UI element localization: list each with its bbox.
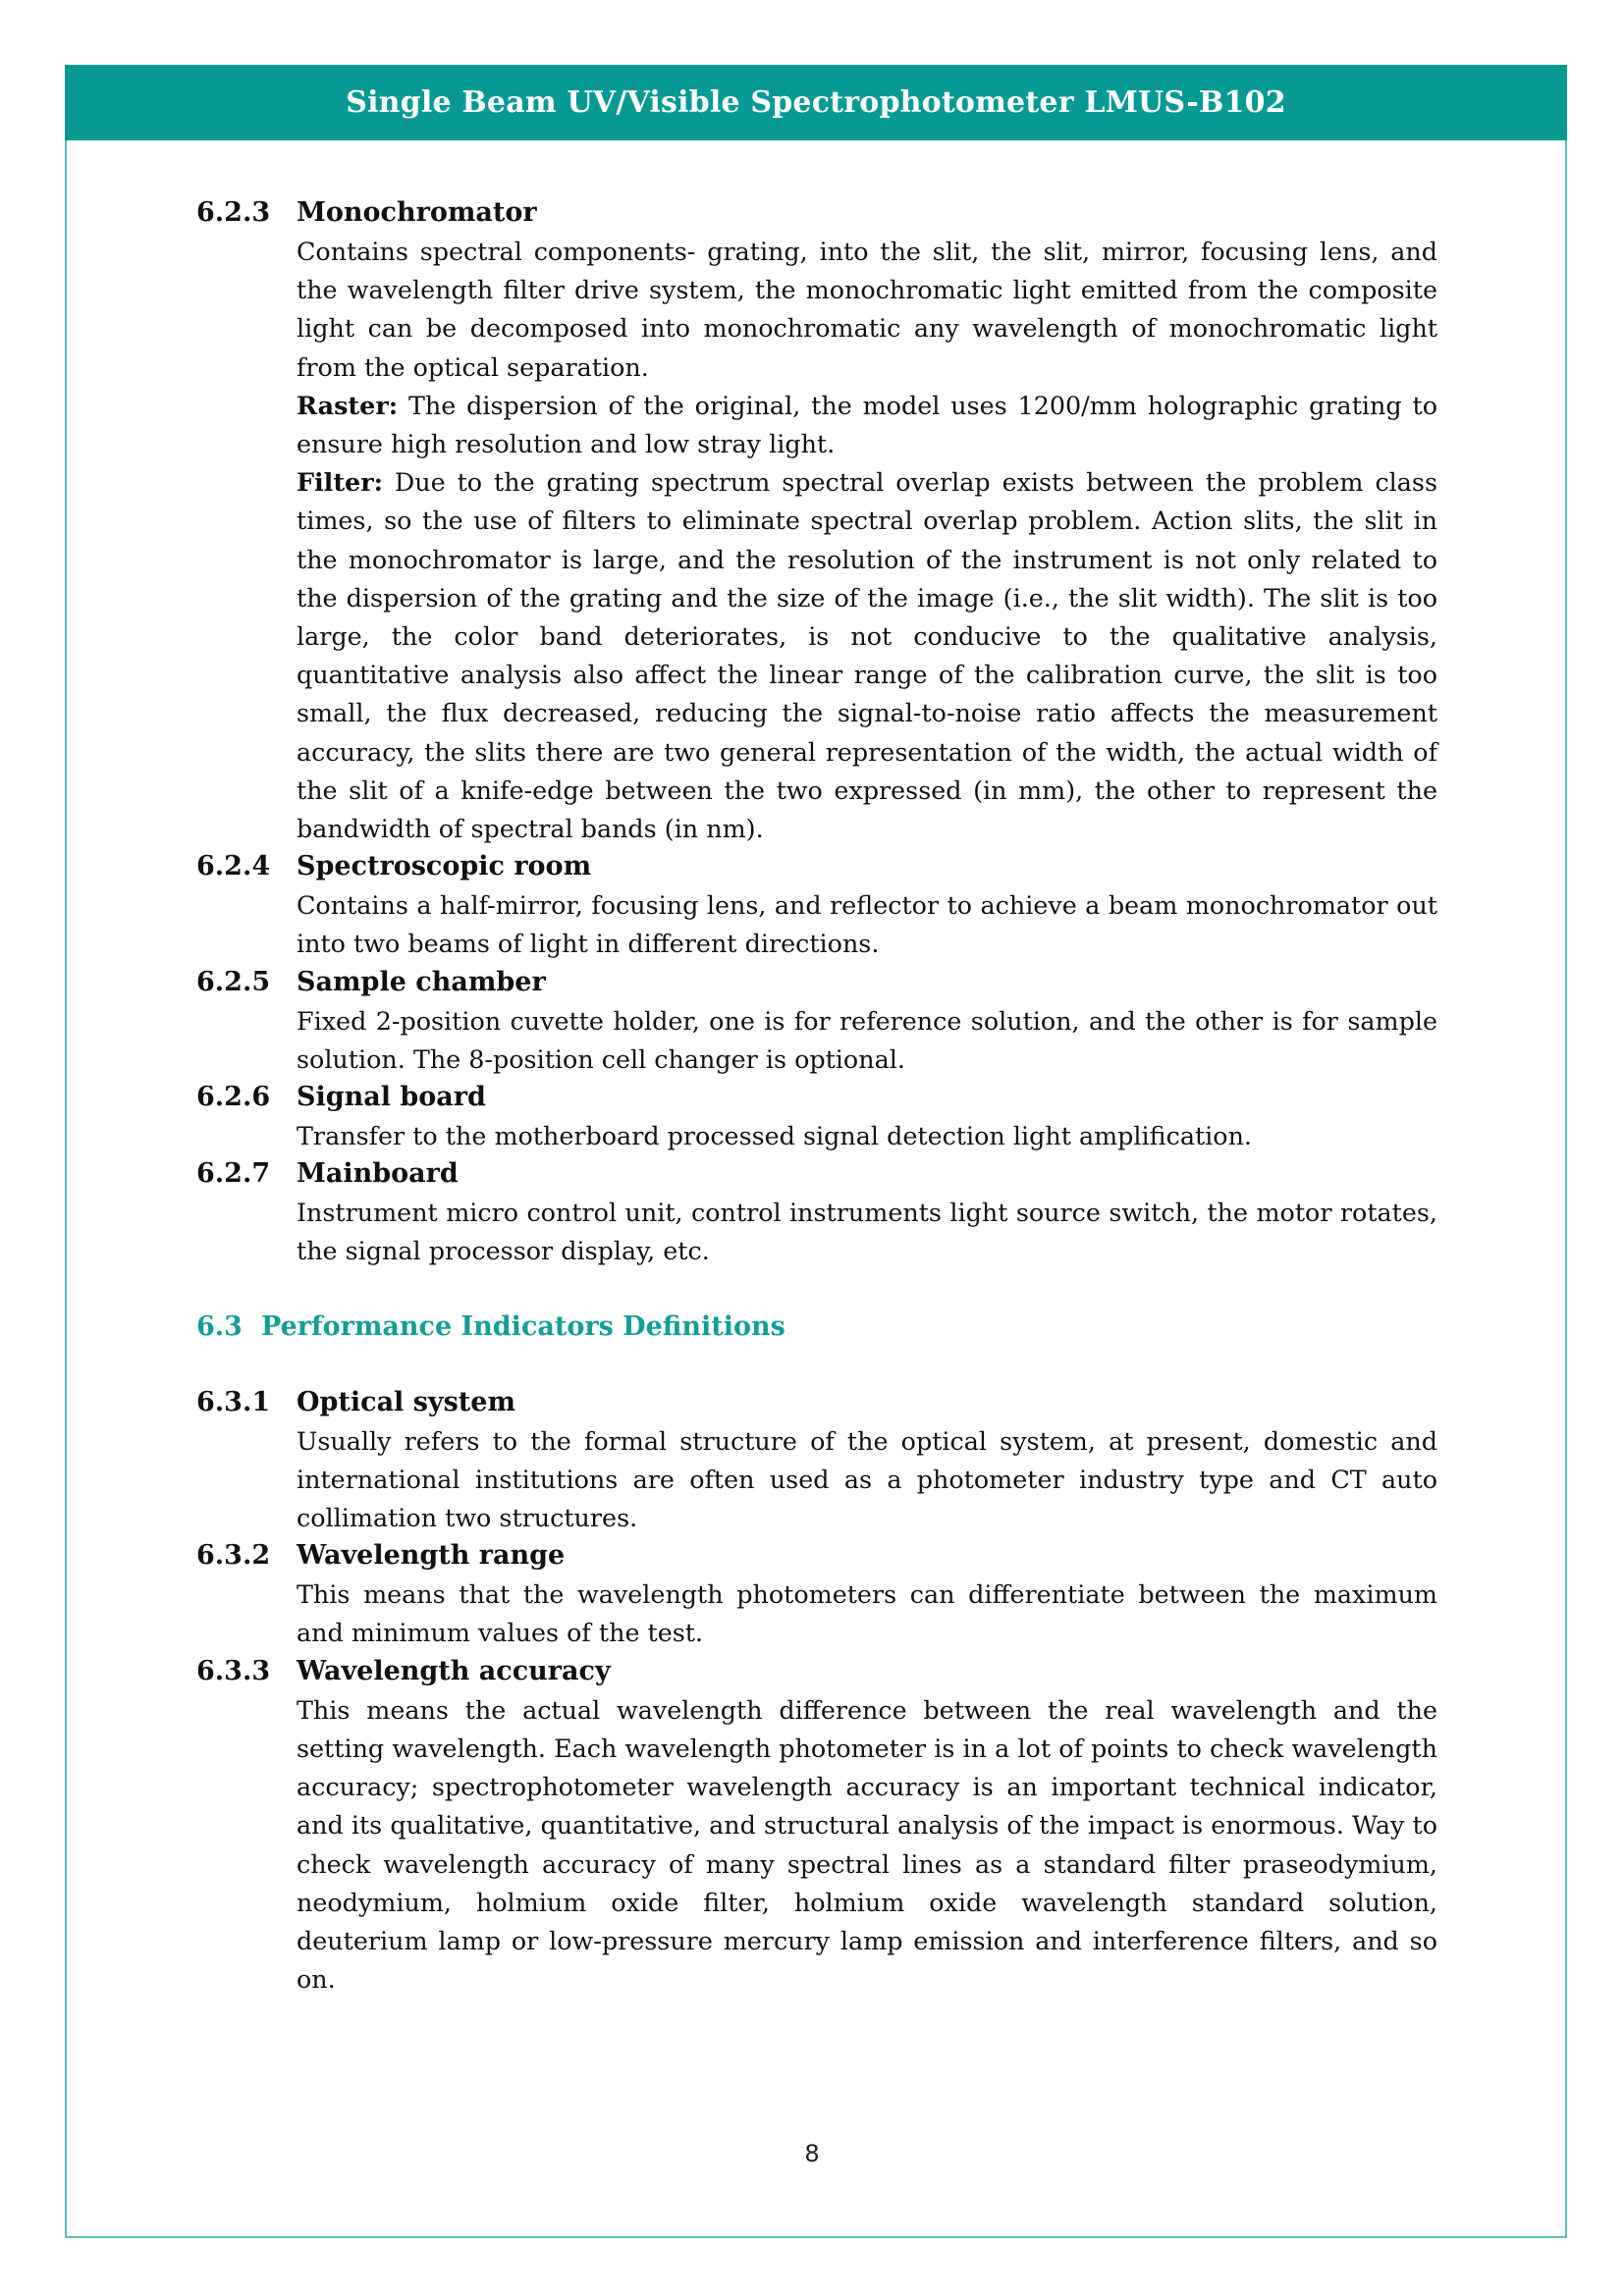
subsection-6-2-5 [196,964,1437,1079]
paragraph-label: Filter: [297,467,383,498]
subsection-body [297,233,1437,848]
subsection-heading [196,1537,1437,1575]
subsection-title: Signal board [297,1082,486,1113]
subsection-number: 6.2.6 [196,1082,271,1113]
subsection-6-2-3 [196,194,1437,848]
subsection-title: Wavelength range [297,1540,566,1572]
subsection-6-3-1 [196,1384,1437,1538]
body-paragraph [297,387,1437,463]
paragraph-text: Contains spectral components- grating, into the slit, the slit, mirror, focusing lens, and the wavelength filter drive system, the monochromatic light emitted from the composite light can be decomposed into monochromatic any wavelength of monochromatic light from the optical separation. [297,237,1437,382]
paragraph-text: This means that the wavelength photometers can differentiate between the maximum and minimum values of the test. [297,1579,1437,1648]
paragraph-text: Transfer to the motherboard processed signal detection light amplification. [297,1121,1253,1151]
page-number: 8 [804,2140,820,2167]
section-heading-6-3 [196,1308,1437,1346]
subsection-body [297,886,1437,963]
subsection-title: Spectroscopic room [297,851,592,882]
subsection-body [297,1002,1437,1079]
subsection-body [297,1575,1437,1652]
subsection-title: Sample chamber [297,966,546,997]
subsection-number: 6.2.4 [196,851,271,882]
body-paragraph [297,233,1437,387]
body-paragraph [297,1117,1437,1155]
subsection-number: 6.2.5 [196,966,271,997]
subsection-number: 6.3.1 [196,1386,271,1417]
body-paragraph [297,1194,1437,1270]
section-title: Performance Indicators Definitions [261,1310,785,1342]
subsection-title: Optical system [297,1386,516,1417]
subsection-body [297,1117,1437,1155]
subsection-number: 6.2.7 [196,1158,271,1190]
subsection-heading [196,1155,1437,1194]
subsection-heading [196,1079,1437,1117]
subsection-number: 6.3.3 [196,1655,271,1686]
body-paragraph [297,463,1437,848]
subsection-heading [196,194,1437,233]
subsection-title: Wavelength accuracy [297,1655,611,1686]
paragraph-text: Fixed 2-position cuvette holder, one is for reference solution, and the other is for sample solution. The 8-position cell changer is optional. [297,1005,1437,1074]
subsections-6-3 [196,1384,1437,2000]
subsection-body [297,1194,1437,1270]
body-paragraph [297,886,1437,963]
paragraph-label: Raster: [297,390,399,420]
subsection-title: Monochromator [297,197,537,228]
paragraph-text: This means the actual wavelength difference between the real wavelength and the setting wavelength. Each wavelength photometer is in a lot of points to check wavelength accuracy; spectrophotometer wavelength accuracy is an important technical indicator, and its qualitative, quantitative, and structural analysis of the impact is enormous. Way to check wavelength accuracy of many spectral lines as a standard filter praseodymium, neodymium, holmium oxide filter, holmium oxide wavelength standard solution, deuterium lamp or low-pressure mercury lamp emission and interference filters, and so on. [297,1694,1437,1995]
subsection-heading [196,1384,1437,1422]
subsection-heading [196,848,1437,886]
paragraph-text: Contains a half-mirror, focusing lens, and reflector to achieve a beam monochromator out into two beams of light in different directions. [297,890,1437,959]
paragraph-text: Usually refers to the formal structure of the optical system, at present, domestic and international institutions are often used as a photometer industry type and CT auto collimation two structures. [297,1425,1437,1533]
subsection-heading [196,1653,1437,1691]
body-paragraph [297,1691,1437,2000]
section-number: 6.3 [196,1310,243,1342]
subsection-body [297,1691,1437,2000]
subsection-title: Mainboard [297,1158,459,1190]
subsection-6-3-3 [196,1653,1437,2000]
document-title: Single Beam UV/Visible Spectrophotometer LMUS-B102 [346,85,1286,120]
body-paragraph [297,1002,1437,1079]
document-header [65,65,1567,140]
subsection-6-3-2 [196,1537,1437,1652]
paragraph-text: The dispersion of the original, the model uses 1200/mm holographic grating to ensure high resolution and low stray light. [297,390,1437,459]
body-paragraph [297,1422,1437,1538]
paragraph-text: Due to the grating spectrum spectral overlap exists between the problem class times, so the use of filters to eliminate spectral overlap problem. Action slits, the slit in the monochromator is large, and the resolution of the instrument is not only related to the dispersion of the grating and the size of the image (i.e., the slit width). The slit is too large, the color band deteriorates, is not conducive to the qualitative analysis, quantitative analysis also affect the linear range of the calibration curve, the slit is too small, the flux decreased, reducing the signal-to-noise ratio affects the measurement accuracy, the slits there are two general representation of the width, the actual width of the slit of a knife-edge between the two expressed (in mm), the other to represent the bandwidth of spectral bands (in nm). [297,467,1437,844]
subsection-body [297,1422,1437,1538]
subsection-6-2-6 [196,1079,1437,1155]
subsection-number: 6.3.2 [196,1540,271,1572]
page-content [196,194,1437,1999]
subsection-6-2-7 [196,1155,1437,1270]
subsections-6-2 [196,194,1437,1271]
subsection-6-2-4 [196,848,1437,963]
subsection-number: 6.2.3 [196,197,271,228]
paragraph-text: Instrument micro control unit, control instruments light source switch, the motor rotates, the signal processor display, etc. [297,1198,1437,1266]
body-paragraph [297,1575,1437,1652]
subsection-heading [196,964,1437,1002]
